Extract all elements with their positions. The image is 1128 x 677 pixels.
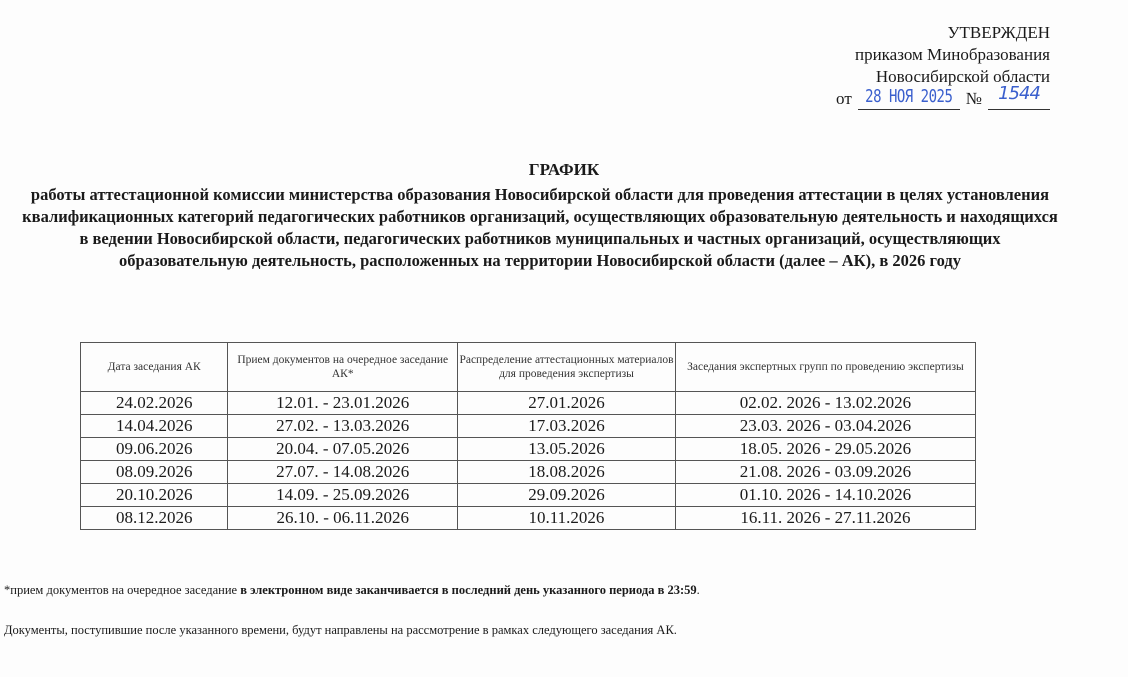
number-blank	[988, 83, 1050, 110]
cell-meeting-date: 08.12.2026	[81, 507, 228, 530]
date-stamp: 28 НОЯ 2025	[865, 87, 953, 107]
schedule-table	[80, 342, 976, 530]
cell-expert-groups: 01.10. 2026 - 14.10.2026	[675, 484, 975, 507]
header-document-intake: Прием документов на очередное заседание АК*	[228, 343, 458, 392]
document-title: ГРАФИК	[528, 160, 600, 179]
cell-expert-groups: 02.02. 2026 - 13.02.2026	[675, 392, 975, 415]
table-row	[81, 461, 976, 484]
header-meeting-date: Дата заседания АК	[81, 343, 228, 392]
cell-expert-groups: 18.05. 2026 - 29.05.2026	[675, 438, 975, 461]
cell-meeting-date: 20.10.2026	[81, 484, 228, 507]
footnote-late-documents: Документы, поступившие после указанного времени, будут направлены на рассмотрение в рамках следующего заседания АК.	[4, 623, 677, 637]
table-row	[81, 415, 976, 438]
cell-meeting-date: 08.09.2026	[81, 461, 228, 484]
handwritten-number: 1544	[998, 83, 1040, 104]
cell-meeting-date: 09.06.2026	[81, 438, 228, 461]
cell-materials-distribution: 13.05.2026	[458, 438, 676, 461]
cell-materials-distribution: 10.11.2026	[458, 507, 676, 530]
approval-block	[836, 22, 1050, 110]
table-row	[81, 438, 976, 461]
date-blank	[858, 89, 960, 110]
footnote-period: .	[696, 583, 700, 597]
cell-materials-distribution: 18.08.2026	[458, 461, 676, 484]
footnote-plain-text: *прием документов на очередное заседание	[4, 583, 241, 597]
footnote-bold-text: в электронном виде заканчивается в последний день указанного периода в 23:59	[240, 583, 697, 597]
from-label: от	[836, 89, 852, 108]
cell-document-intake: 20.04. - 07.05.2026	[228, 438, 458, 461]
table-row	[81, 392, 976, 415]
cell-document-intake: 12.01. - 23.01.2026	[228, 392, 458, 415]
cell-document-intake: 14.09. - 25.09.2026	[228, 484, 458, 507]
header-expert-groups: Заседания экспертных групп по проведению экспертизы	[675, 343, 975, 392]
cell-document-intake: 27.07. - 14.08.2026	[228, 461, 458, 484]
cell-materials-distribution: 17.03.2026	[458, 415, 676, 438]
cell-document-intake: 27.02. - 13.03.2026	[228, 415, 458, 438]
table-row	[81, 507, 976, 530]
cell-materials-distribution: 27.01.2026	[458, 392, 676, 415]
table-row	[81, 484, 976, 507]
approval-date-number-line	[836, 83, 1050, 110]
cell-meeting-date: 24.02.2026	[81, 392, 228, 415]
cell-materials-distribution: 29.09.2026	[458, 484, 676, 507]
document-subtitle: работы аттестационной комиссии министерства образования Новосибирской области для проведения аттестации в целях установления квалификационных категорий педагогических работников организаций, осуществляющих образовательную деятельность и находящихся в ведении Новосибирской области, педагогических работников муниципальных и частных организаций, осуществляющих образовательную деятельность, расположенных на территории Новосибирской области (далее – АК), в 2026 году	[22, 185, 1058, 270]
approval-heading: УТВЕРЖДЕН	[947, 23, 1050, 42]
cell-meeting-date: 14.04.2026	[81, 415, 228, 438]
cell-expert-groups: 23.03. 2026 - 03.04.2026	[675, 415, 975, 438]
table-header-row	[81, 343, 976, 392]
approval-order-line: приказом Минобразования	[854, 45, 1050, 64]
cell-expert-groups: 16.11. 2026 - 27.11.2026	[675, 507, 975, 530]
number-label: №	[965, 89, 982, 108]
footnote-deadline	[4, 583, 700, 598]
cell-expert-groups: 21.08. 2026 - 03.09.2026	[675, 461, 975, 484]
approval-region-line: Новосибирской области	[875, 67, 1050, 86]
header-materials-distribution: Распределение аттестационных материалов для проведения экспертизы	[458, 343, 676, 392]
cell-document-intake: 26.10. - 06.11.2026	[228, 507, 458, 530]
